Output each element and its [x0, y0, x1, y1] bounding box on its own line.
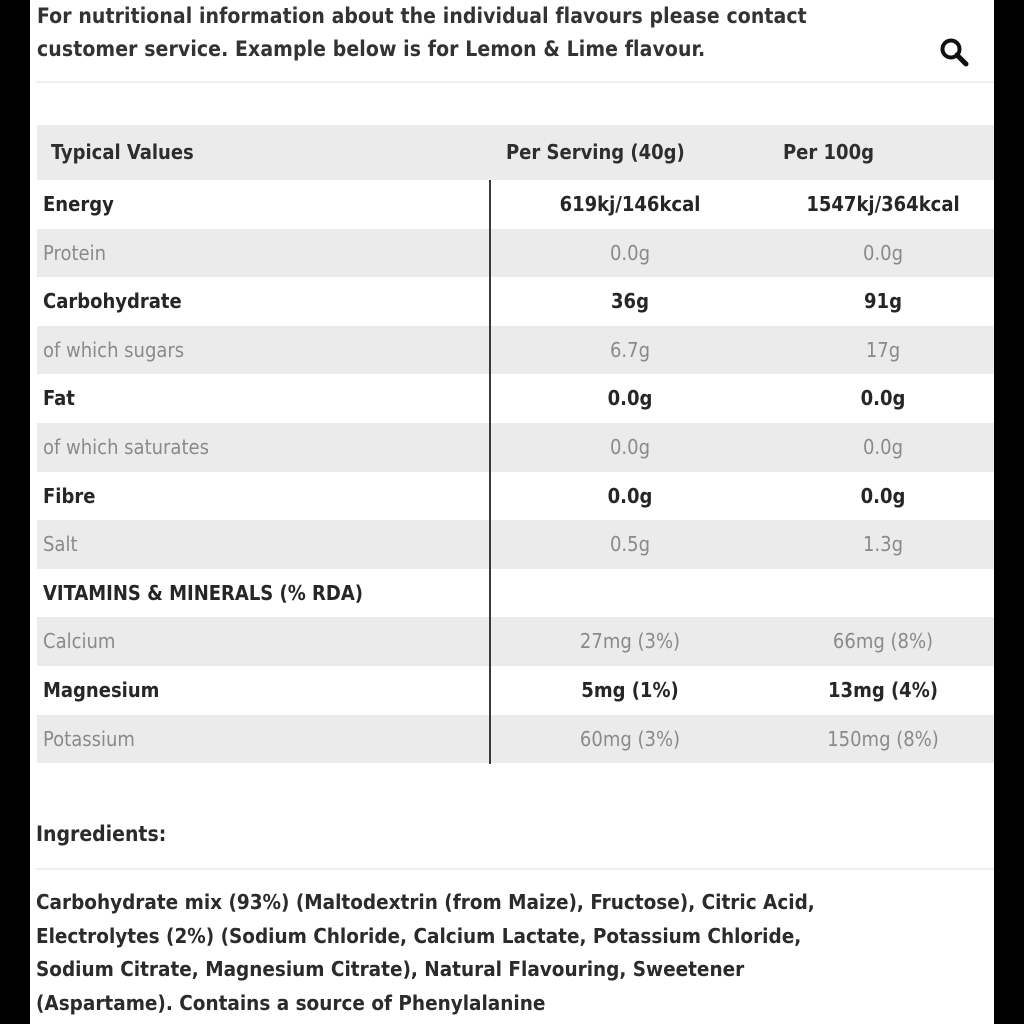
per-100g-value: 17g	[865, 337, 901, 362]
column-divider	[489, 180, 491, 764]
ingredients-text	[36, 886, 976, 1021]
per-100g-value: 0.0g	[860, 386, 906, 411]
table-row-fibre	[37, 472, 994, 521]
table-row-saturates	[37, 423, 994, 472]
ingredients-line: Electrolytes (2%) (Sodium Chloride, Calcium Lactate, Potassium Chloride,	[36, 923, 802, 948]
row-label: Fat	[43, 386, 75, 411]
nutrition-page	[30, 0, 994, 1024]
row-label: Energy	[43, 192, 114, 216]
table-row-magnesium	[37, 666, 994, 715]
search-icon[interactable]	[938, 36, 972, 70]
per-100g-value: 1547kj/364kcal	[806, 192, 960, 216]
per-100g-value: 0.0g	[862, 434, 904, 459]
row-label: Calcium	[43, 629, 116, 654]
per-serving-value: 0.5g	[609, 532, 651, 557]
section-heading: VITAMINS & MINERALS (% RDA)	[43, 580, 363, 605]
header-typical-values: Typical Values	[51, 140, 194, 164]
per-serving-value: 0.0g	[607, 386, 653, 411]
top-divider	[36, 81, 994, 83]
per-100g-value: 0.0g	[860, 483, 906, 508]
row-label: of which saturates	[43, 434, 209, 459]
per-100g-value: 1.3g	[862, 532, 904, 557]
nutrition-table	[37, 125, 994, 763]
row-label: Salt	[43, 532, 78, 557]
table-row-energy	[37, 180, 994, 229]
per-serving-value: 6.7g	[609, 337, 651, 362]
table-row-salt	[37, 520, 994, 569]
per-serving-value: 0.0g	[607, 483, 653, 508]
ingredients-line: Carbohydrate mix (93%) (Maltodextrin (from Maize), Fructose), Citric Acid,	[36, 890, 815, 914]
header-per-serving: Per Serving (40g)	[506, 140, 685, 164]
per-100g-value: 13mg (4%)	[828, 677, 938, 702]
per-100g-value: 150mg (8%)	[827, 726, 939, 751]
table-row-carbohydrate	[37, 277, 994, 326]
per-100g-value: 66mg (8%)	[832, 629, 934, 654]
ingredients-title: Ingredients:	[36, 822, 167, 846]
row-label: Magnesium	[43, 677, 160, 702]
per-serving-value: 0.0g	[609, 240, 651, 265]
per-serving-value: 0.0g	[609, 434, 651, 459]
per-100g-value: 91g	[864, 289, 902, 314]
table-header	[37, 125, 994, 180]
table-row-sugars	[37, 326, 994, 375]
row-label: of which sugars	[43, 337, 185, 362]
table-row-protein	[37, 229, 994, 278]
per-serving-value: 36g	[611, 289, 649, 314]
ingredients-line: (Aspartame). Contains a source of Phenylalanine	[36, 991, 546, 1016]
table-row-fat	[37, 374, 994, 423]
header-per-100g: Per 100g	[783, 140, 874, 164]
table-row-potassium	[37, 715, 994, 764]
row-label: Carbohydrate	[43, 289, 182, 314]
per-serving-value: 60mg (3%)	[579, 726, 681, 751]
row-label: Protein	[43, 240, 106, 265]
per-100g-value: 0.0g	[862, 240, 904, 265]
intro-text	[37, 0, 937, 66]
ingredients-line: Sodium Citrate, Magnesium Citrate), Natural Flavouring, Sweetener	[36, 957, 745, 982]
row-label: Fibre	[43, 483, 96, 508]
intro-line-2: customer service. Example below is for Lemon & Lime flavour.	[37, 37, 706, 61]
row-label: Potassium	[43, 726, 135, 751]
per-serving-value: 27mg (3%)	[579, 629, 681, 654]
table-row-vitamins-heading	[37, 569, 994, 618]
table-row-calcium	[37, 617, 994, 666]
per-serving-value: 619kj/146kcal	[559, 192, 701, 216]
per-serving-value: 5mg (1%)	[581, 677, 679, 702]
intro-line-1: For nutritional information about the individual flavours please contact	[37, 4, 807, 28]
ingredients-divider	[36, 868, 994, 870]
